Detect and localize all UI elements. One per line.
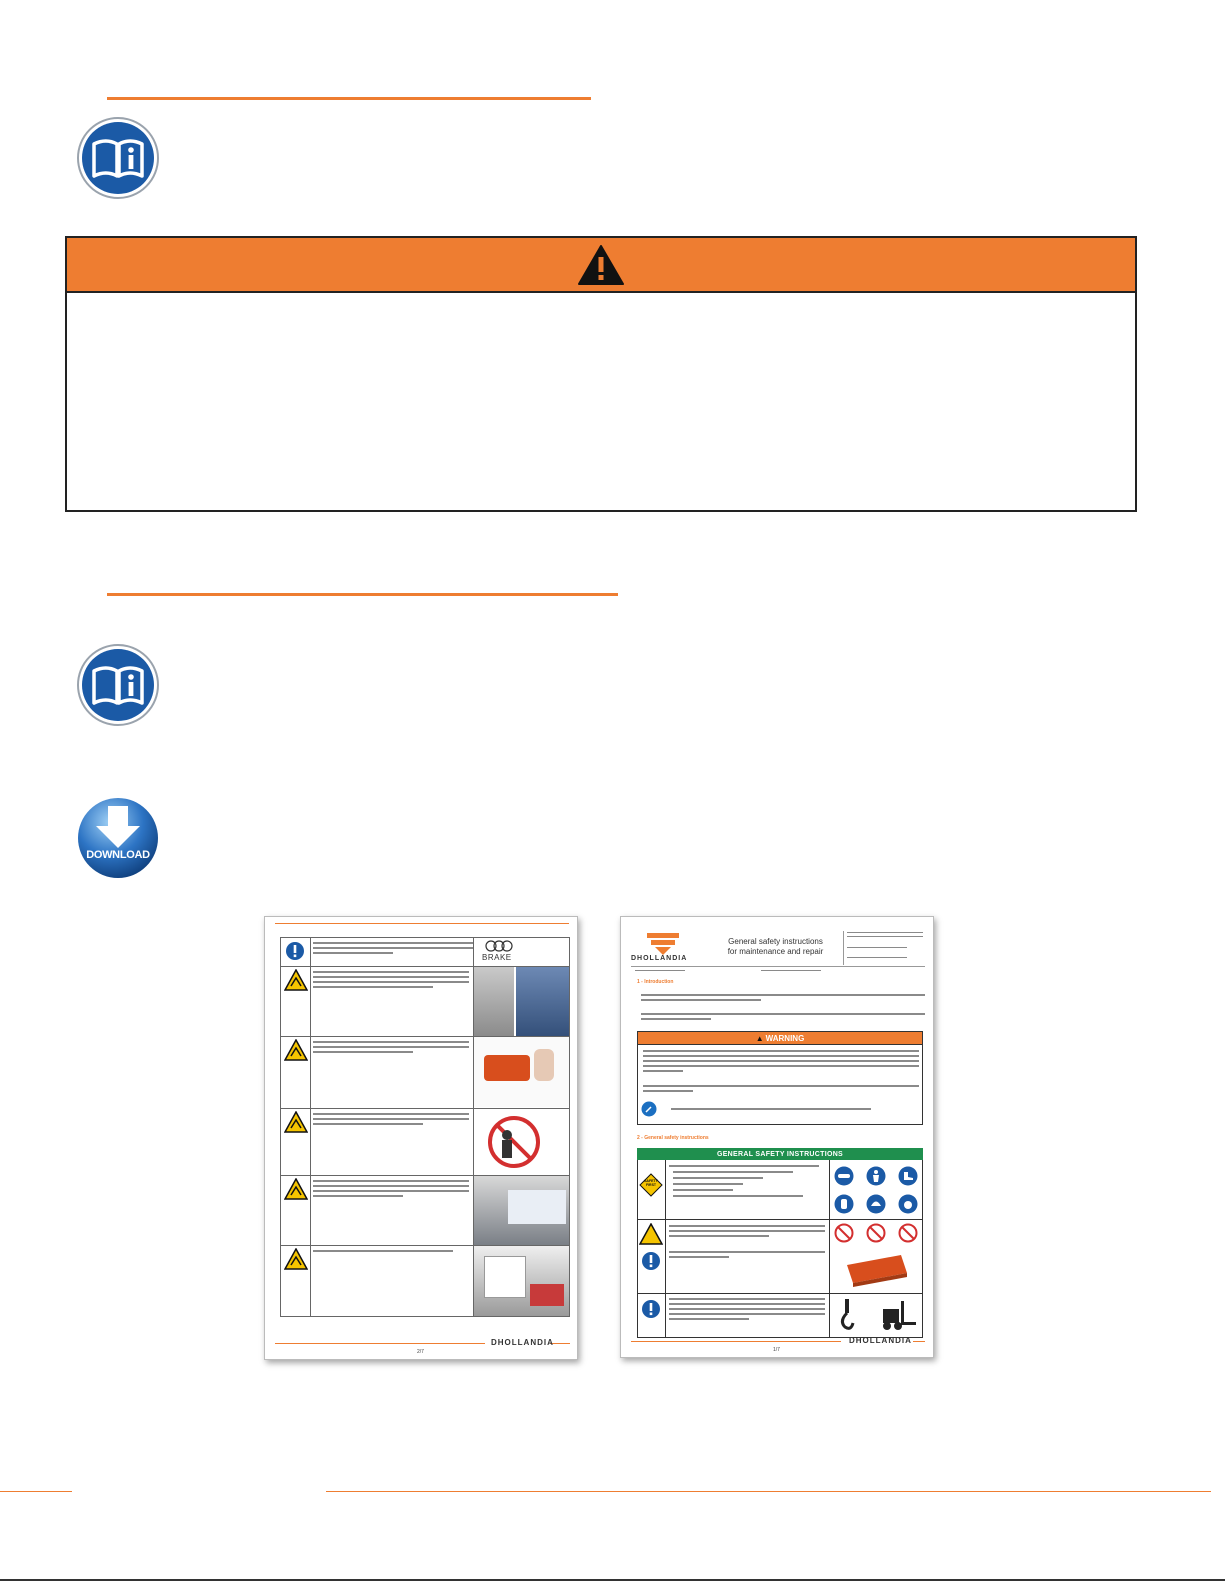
safety-first-label: SAFETY FIRST — [644, 1179, 658, 1187]
brand-logo-text: DHOLLANDIA — [631, 955, 688, 962]
truck-photo — [474, 1176, 569, 1245]
mandatory-info-icon — [641, 1251, 661, 1271]
crush-hazard-icon — [284, 1248, 308, 1270]
warning-header — [67, 238, 1135, 293]
lock-handle-photo — [474, 1037, 569, 1107]
footer-rule-right — [326, 1491, 1211, 1492]
brand-logo-text: DHOLLANDIA — [849, 1336, 912, 1345]
platform-photo — [474, 1246, 569, 1316]
warning-label: WARNING — [765, 1033, 805, 1043]
document-title — [713, 937, 838, 957]
page-bottom-border — [0, 1579, 1225, 1581]
download-icon — [76, 796, 160, 880]
crane-hook-icon — [837, 1299, 857, 1333]
safety-glasses-icon — [834, 1166, 854, 1186]
section-1-heading-rule — [107, 97, 591, 100]
warning-triangle-icon — [577, 244, 625, 286]
title-line-2: for maintenance and repair — [727, 947, 824, 956]
no-long-hair-icon — [898, 1223, 918, 1243]
gsi-header — [637, 1148, 923, 1160]
gloves-icon — [834, 1194, 854, 1214]
download-label: DOWNLOAD — [86, 849, 150, 861]
crush-hazard-icon — [284, 969, 308, 991]
section-heading-introduction: 1 - Introduction — [637, 979, 674, 985]
entanglement-hazard-icon — [639, 1223, 663, 1245]
no-loose-clothing-icon — [866, 1223, 886, 1243]
hard-hat-icon — [866, 1194, 886, 1214]
forklift-icon — [873, 1301, 917, 1331]
brand-logo-text: DHOLLANDIA — [491, 1338, 554, 1347]
brake-label: BRAKE — [482, 953, 512, 962]
gsi-header-label: GENERAL SAFETY INSTRUCTIONS — [716, 1150, 844, 1158]
manual-info-icon — [76, 643, 160, 727]
download-button[interactable] — [76, 796, 160, 880]
manual-info-icon — [76, 116, 160, 200]
footer-rule-left — [0, 1491, 72, 1492]
warning-banner — [637, 1031, 923, 1045]
document-thumbnail-right[interactable] — [620, 916, 934, 1358]
page-number: 2/7 — [417, 1349, 424, 1355]
crush-hazard-icon — [284, 1039, 308, 1061]
tailgate-photo — [474, 967, 514, 1036]
page-number: 1/7 — [773, 1347, 780, 1353]
document-thumbnail-left[interactable] — [264, 916, 578, 1360]
safety-shoes-icon — [898, 1166, 918, 1186]
prohibited-action-illustration — [474, 1109, 569, 1175]
brake-logo-icon — [483, 940, 515, 952]
title-line-1: General safety instructions — [728, 937, 823, 946]
tailgate-photo — [516, 967, 569, 1036]
warning-triangle-icon: ▲ — [755, 1033, 764, 1043]
section-heading-general-safety: 2 - General safety instructions — [637, 1135, 709, 1141]
info-circle-icon — [641, 1101, 657, 1117]
crush-hazard-icon — [284, 1178, 308, 1200]
dhollandia-logo-icon — [643, 933, 683, 955]
mandatory-info-icon — [285, 941, 305, 961]
ear-protection-icon — [898, 1194, 918, 1214]
warning-box — [65, 236, 1137, 512]
no-jewelry-icon — [834, 1223, 854, 1243]
protective-clothing-icon — [866, 1166, 886, 1186]
crush-hazard-icon — [284, 1111, 308, 1133]
mandatory-info-icon — [641, 1299, 661, 1319]
section-2-heading-rule — [107, 593, 618, 596]
toolbox-icon — [843, 1251, 911, 1287]
